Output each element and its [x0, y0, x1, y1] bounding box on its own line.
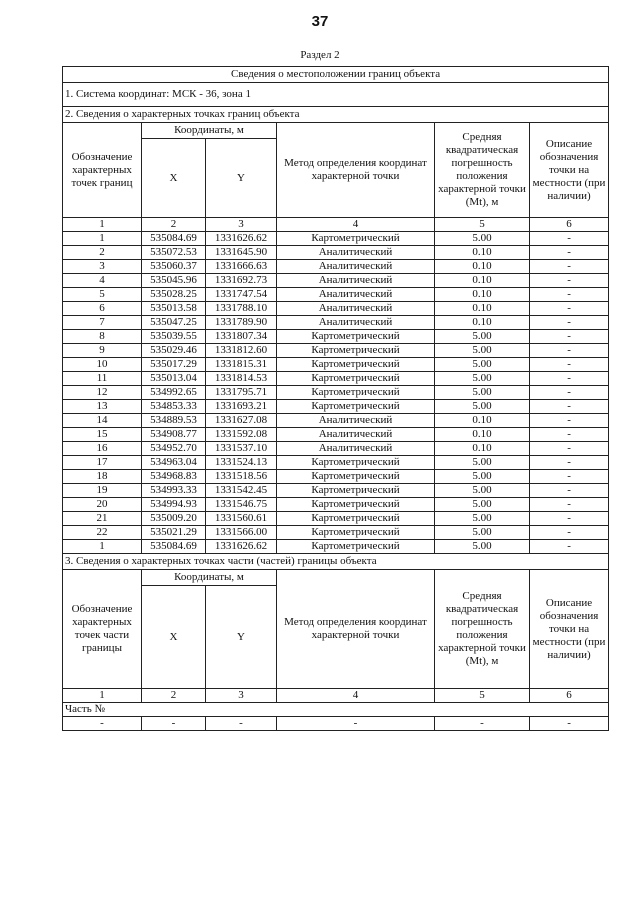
point-row [63, 330, 609, 344]
point-cell: 534992.65 [142, 386, 206, 400]
point-cell: - [530, 316, 609, 330]
parts-header-description: Описание обозначения точки на местности (при наличии) [530, 570, 609, 689]
point-cell: 1331812.60 [206, 344, 277, 358]
point-cell: 535013.04 [142, 372, 206, 386]
point-cell: 1331795.71 [206, 386, 277, 400]
point-cell: - [530, 456, 609, 470]
parts-header-row [63, 570, 609, 586]
point-cell: 15 [63, 428, 142, 442]
point-cell: Картометрический [277, 344, 435, 358]
column-number: 6 [530, 689, 609, 703]
point-cell: 535060.37 [142, 260, 206, 274]
point-cell: 535039.55 [142, 330, 206, 344]
point-cell: - [530, 498, 609, 512]
point-cell: 1331626.62 [206, 540, 277, 554]
point-cell: 0.10 [435, 316, 530, 330]
point-cell: - [530, 260, 609, 274]
point-cell: 1331814.53 [206, 372, 277, 386]
table-title: Сведения о местоположении границ объекта [63, 67, 609, 83]
point-cell: 5.00 [435, 330, 530, 344]
point-cell: Картометрический [277, 358, 435, 372]
point-cell: 1331542.45 [206, 484, 277, 498]
point-cell: 1331693.21 [206, 400, 277, 414]
point-row [63, 442, 609, 456]
column-number: 6 [530, 218, 609, 232]
point-cell: 5 [63, 288, 142, 302]
point-cell: 11 [63, 372, 142, 386]
point-row [63, 260, 609, 274]
point-cell: 1331566.00 [206, 526, 277, 540]
point-cell: 18 [63, 470, 142, 484]
point-cell: 535013.58 [142, 302, 206, 316]
point-row [63, 428, 609, 442]
point-cell: 535072.53 [142, 246, 206, 260]
point-cell: Аналитический [277, 274, 435, 288]
point-cell: Картометрический [277, 498, 435, 512]
point-cell: 0.10 [435, 428, 530, 442]
point-cell: 9 [63, 344, 142, 358]
point-cell: 534853.33 [142, 400, 206, 414]
point-cell: 535045.96 [142, 274, 206, 288]
point-cell: Картометрический [277, 372, 435, 386]
point-cell: Картометрический [277, 540, 435, 554]
point-cell: 1331645.90 [206, 246, 277, 260]
point-cell: Аналитический [277, 316, 435, 330]
header-y: Y [206, 139, 277, 218]
parts-section-title: 3. Сведения о характерных точках части (частей) границы объекта [63, 554, 609, 570]
point-cell: 17 [63, 456, 142, 470]
point-cell: 1331692.73 [206, 274, 277, 288]
parts-column-numbers-row [63, 689, 609, 703]
empty-cell: - [530, 717, 609, 731]
point-cell: Картометрический [277, 232, 435, 246]
point-cell: - [530, 372, 609, 386]
boundary-table [62, 66, 609, 731]
point-cell: - [530, 386, 609, 400]
point-cell: 5.00 [435, 470, 530, 484]
point-cell: 1 [63, 232, 142, 246]
column-number: 5 [435, 689, 530, 703]
point-cell: 5.00 [435, 526, 530, 540]
parts-section-title-row [63, 554, 609, 570]
point-cell: 5.00 [435, 344, 530, 358]
point-cell: 534908.77 [142, 428, 206, 442]
point-cell: 535021.29 [142, 526, 206, 540]
column-number: 4 [277, 689, 435, 703]
point-cell: 5.00 [435, 372, 530, 386]
point-cell: 535009.20 [142, 512, 206, 526]
point-cell: 3 [63, 260, 142, 274]
point-row [63, 386, 609, 400]
point-cell: 0.10 [435, 274, 530, 288]
point-cell: - [530, 246, 609, 260]
column-number: 5 [435, 218, 530, 232]
point-cell: 4 [63, 274, 142, 288]
point-row [63, 246, 609, 260]
point-cell: 535029.46 [142, 344, 206, 358]
point-cell: - [530, 400, 609, 414]
point-cell: 1331666.63 [206, 260, 277, 274]
point-row [63, 540, 609, 554]
point-row [63, 498, 609, 512]
point-row [63, 456, 609, 470]
point-cell: 534963.04 [142, 456, 206, 470]
point-cell: 535047.25 [142, 316, 206, 330]
point-row [63, 232, 609, 246]
point-cell: - [530, 442, 609, 456]
parts-header-y: Y [206, 586, 277, 689]
point-cell: 0.10 [435, 414, 530, 428]
point-cell: - [530, 344, 609, 358]
point-cell: 1331815.31 [206, 358, 277, 372]
header-error: Средняя квадратическая погрешность положения характерной точки (Mt), м [435, 123, 530, 218]
point-cell: 535084.69 [142, 540, 206, 554]
column-number: 2 [142, 689, 206, 703]
point-cell: 1331747.54 [206, 288, 277, 302]
point-cell: 13 [63, 400, 142, 414]
parts-header-coordinates: Координаты, м [142, 570, 277, 586]
point-cell: - [530, 540, 609, 554]
point-row [63, 302, 609, 316]
point-cell: Картометрический [277, 400, 435, 414]
point-cell: 8 [63, 330, 142, 344]
point-cell: 535017.29 [142, 358, 206, 372]
point-cell: 0.10 [435, 302, 530, 316]
point-cell: 534968.83 [142, 470, 206, 484]
column-number: 4 [277, 218, 435, 232]
point-cell: 5.00 [435, 456, 530, 470]
point-cell: 19 [63, 484, 142, 498]
point-cell: 534952.70 [142, 442, 206, 456]
point-cell: 1 [63, 540, 142, 554]
point-cell: Картометрический [277, 484, 435, 498]
point-cell: 0.10 [435, 442, 530, 456]
empty-cell: - [206, 717, 277, 731]
points-section-title: 2. Сведения о характерных точках границ объекта [63, 107, 609, 123]
point-cell: 534993.33 [142, 484, 206, 498]
point-cell: 14 [63, 414, 142, 428]
parts-header-method: Метод определения координат характерной точки [277, 570, 435, 689]
point-cell: 5.00 [435, 540, 530, 554]
point-cell: 1331524.13 [206, 456, 277, 470]
column-numbers-row [63, 218, 609, 232]
point-cell: - [530, 414, 609, 428]
point-cell: 1331627.08 [206, 414, 277, 428]
point-cell: 2 [63, 246, 142, 260]
empty-cell: - [142, 717, 206, 731]
point-cell: 5.00 [435, 484, 530, 498]
point-cell: 0.10 [435, 260, 530, 274]
coordinate-system: 1. Система координат: МСК - 36, зона 1 [63, 83, 609, 107]
point-cell: Аналитический [277, 428, 435, 442]
point-cell: Аналитический [277, 288, 435, 302]
empty-cell: - [63, 717, 142, 731]
parts-header-error: Средняя квадратическая погрешность положения характерной точки (Mt), м [435, 570, 530, 689]
point-cell: Картометрический [277, 526, 435, 540]
point-cell: 20 [63, 498, 142, 512]
point-cell: 5.00 [435, 358, 530, 372]
point-row [63, 400, 609, 414]
point-cell: 6 [63, 302, 142, 316]
empty-row [63, 717, 609, 731]
point-row [63, 288, 609, 302]
point-cell: Аналитический [277, 246, 435, 260]
point-cell: - [530, 232, 609, 246]
point-row [63, 414, 609, 428]
part-label-row [63, 703, 609, 717]
point-row [63, 358, 609, 372]
point-row [63, 316, 609, 330]
point-cell: - [530, 330, 609, 344]
point-row [63, 484, 609, 498]
point-cell: 534889.53 [142, 414, 206, 428]
point-cell: - [530, 526, 609, 540]
header-coordinates: Координаты, м [142, 123, 277, 139]
point-cell: Картометрический [277, 330, 435, 344]
point-cell: Аналитический [277, 414, 435, 428]
column-number: 1 [63, 689, 142, 703]
section-label: Раздел 2 [300, 49, 340, 61]
point-cell: - [530, 484, 609, 498]
point-cell: 534994.93 [142, 498, 206, 512]
point-cell: 5.00 [435, 400, 530, 414]
page-number: 37 [311, 13, 329, 30]
point-cell: 5.00 [435, 498, 530, 512]
header-description: Описание обозначения точки на местности (при наличии) [530, 123, 609, 218]
point-cell: 1331560.61 [206, 512, 277, 526]
part-label: Часть № [63, 703, 609, 717]
point-cell: 1331518.56 [206, 470, 277, 484]
point-cell: Картометрический [277, 386, 435, 400]
empty-cell: - [277, 717, 435, 731]
point-row [63, 344, 609, 358]
column-number: 3 [206, 689, 277, 703]
point-cell: 0.10 [435, 288, 530, 302]
point-cell: 1331626.62 [206, 232, 277, 246]
point-cell: 7 [63, 316, 142, 330]
header-x: X [142, 139, 206, 218]
header-designation: Обозначение характерных точек границ [63, 123, 142, 218]
point-cell: 1331546.75 [206, 498, 277, 512]
header-method: Метод определения координат характерной точки [277, 123, 435, 218]
point-row [63, 470, 609, 484]
point-cell: 12 [63, 386, 142, 400]
point-row [63, 512, 609, 526]
column-number: 1 [63, 218, 142, 232]
point-cell: 5.00 [435, 512, 530, 526]
point-cell: - [530, 288, 609, 302]
point-cell: 16 [63, 442, 142, 456]
point-cell: - [530, 428, 609, 442]
point-row [63, 372, 609, 386]
point-cell: Аналитический [277, 302, 435, 316]
column-number: 3 [206, 218, 277, 232]
point-row [63, 526, 609, 540]
parts-header-x: X [142, 586, 206, 689]
point-cell: 21 [63, 512, 142, 526]
point-cell: 0.10 [435, 246, 530, 260]
point-cell: 10 [63, 358, 142, 372]
point-cell: 1331789.90 [206, 316, 277, 330]
empty-cell: - [435, 717, 530, 731]
point-cell: - [530, 512, 609, 526]
column-number: 2 [142, 218, 206, 232]
point-cell: 535028.25 [142, 288, 206, 302]
point-cell: 1331788.10 [206, 302, 277, 316]
parts-header-designation: Обозначение характерных точек части границы [63, 570, 142, 689]
point-cell: Картометрический [277, 456, 435, 470]
point-cell: Картометрический [277, 512, 435, 526]
point-cell: 1331592.08 [206, 428, 277, 442]
point-cell: - [530, 274, 609, 288]
point-cell: 5.00 [435, 386, 530, 400]
point-cell: - [530, 470, 609, 484]
point-cell: Картометрический [277, 470, 435, 484]
point-cell: 1331807.34 [206, 330, 277, 344]
point-cell: - [530, 302, 609, 316]
point-cell: Аналитический [277, 442, 435, 456]
point-cell: Аналитический [277, 260, 435, 274]
point-cell: 22 [63, 526, 142, 540]
point-cell: 5.00 [435, 232, 530, 246]
point-cell: 535084.69 [142, 232, 206, 246]
point-cell: - [530, 358, 609, 372]
point-cell: 1331537.10 [206, 442, 277, 456]
point-row [63, 274, 609, 288]
